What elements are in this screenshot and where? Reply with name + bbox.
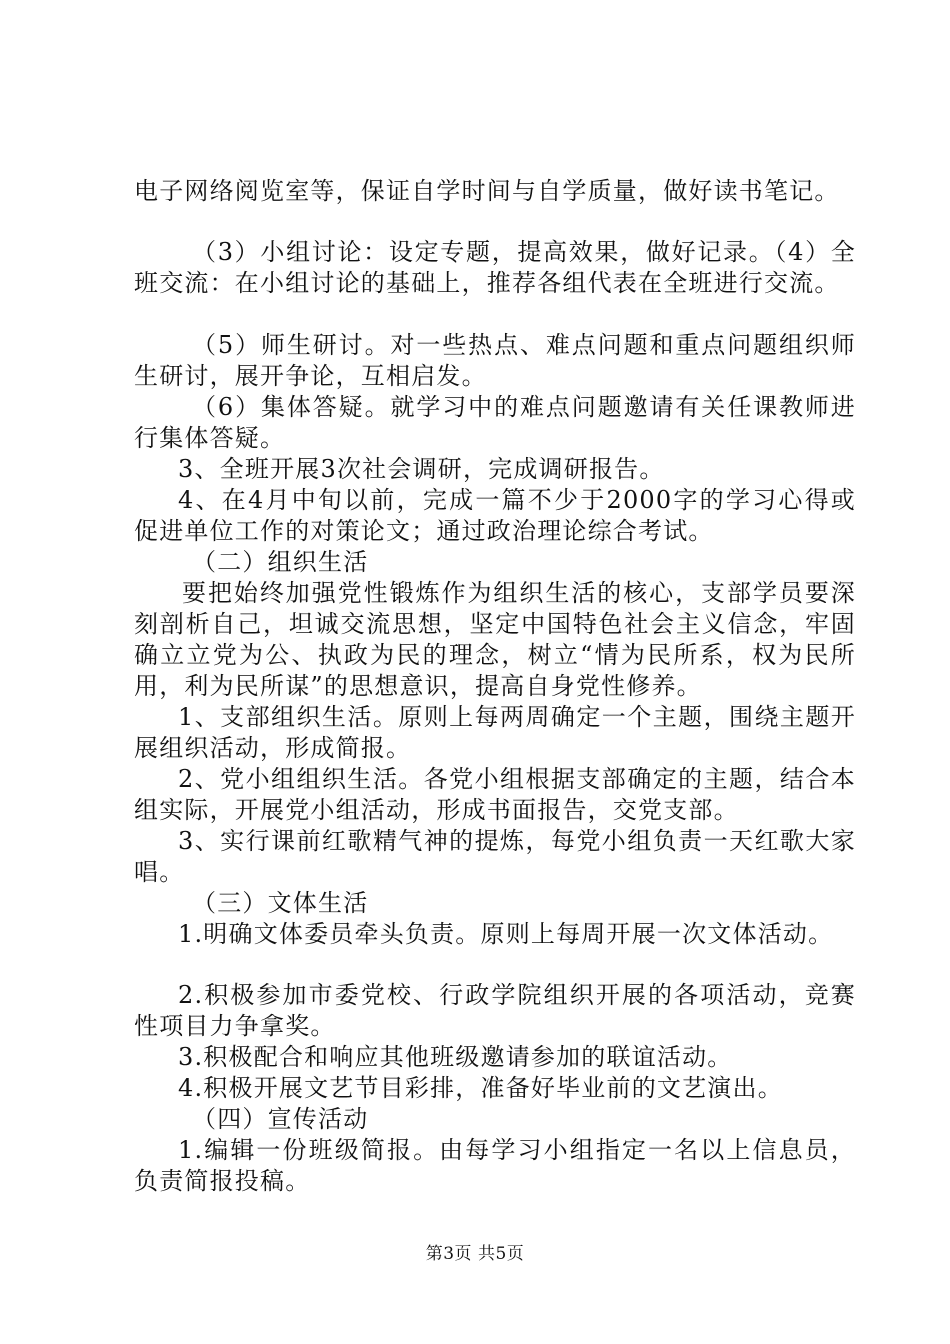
paragraph-group-qa: （6）集体答疑。就学习中的难点问题邀请有关任课教师进行集体答疑。 <box>134 393 856 452</box>
heading-cultural-sports-life: （三）文体生活 <box>192 889 369 917</box>
paragraph-sports-committee: 1.明确文体委员牵头负责。原则上每周开展一次文体活动。 <box>178 920 834 948</box>
paragraph-party-spirit: 要把始终加强党性锻炼作为组织生活的核心，支部学员要深刻剖析自己，坦诚交流思想，坚定中国特色社会主义信念，牢固确立立党为公、执政为民的理念，树立“情为民所系，权为民所用，利为民所谋”的思想意识，提高自身党性修养。 <box>134 579 856 700</box>
paragraph-friendship-activities: 3.积极配合和响应其他班级邀请参加的联谊活动。 <box>178 1043 733 1071</box>
paragraph-study-paper: 4、在4月中旬以前，完成一篇不少于2000字的学习心得或促进单位工作的对策论文；通过政治理论综合考试。 <box>134 486 856 545</box>
paragraph-party-group-life: 2、党小组组织生活。各党小组根据支部确定的主题，结合本组实际，开展党小组活动，形成书面报告，交党支部。 <box>134 765 856 824</box>
paragraph-red-songs: 3、实行课前红歌精气神的提炼，每党小组负责一天红歌大家唱。 <box>134 827 856 886</box>
page-number-footer: 第3页 共5页 <box>425 1244 525 1264</box>
heading-organizational-life: （二）组织生活 <box>192 548 369 576</box>
paragraph-branch-life: 1、支部组织生活。原则上每两周确定一个主题，围绕主题开展组织活动，形成简报。 <box>134 703 856 762</box>
paragraph-art-performance: 4.积极开展文艺节目彩排，准备好毕业前的文艺演出。 <box>178 1074 783 1102</box>
paragraph-teacher-student-seminar: （5）师生研讨。对一些热点、难点问题和重点问题组织师生研讨，展开争论，互相启发。 <box>134 331 856 390</box>
paragraph-school-activities: 2.积极参加市委党校、行政学院组织开展的各项活动，竞赛性项目力争拿奖。 <box>134 981 856 1040</box>
paragraph-class-bulletin: 1.编辑一份班级简报。由每学习小组指定一名以上信息员，负责简报投稿。 <box>134 1136 856 1195</box>
paragraph-continuation: 电子网络阅览室等，保证自学时间与自学质量，做好读书笔记。 <box>134 177 840 205</box>
paragraph-group-discussion: （3）小组讨论：设定专题，提高效果，做好记录。（4）全班交流：在小组讨论的基础上，推荐各组代表在全班进行交流。 <box>134 238 856 297</box>
paragraph-social-research: 3、全班开展3次社会调研，完成调研报告。 <box>178 455 665 483</box>
heading-publicity: （四）宣传活动 <box>192 1105 369 1133</box>
